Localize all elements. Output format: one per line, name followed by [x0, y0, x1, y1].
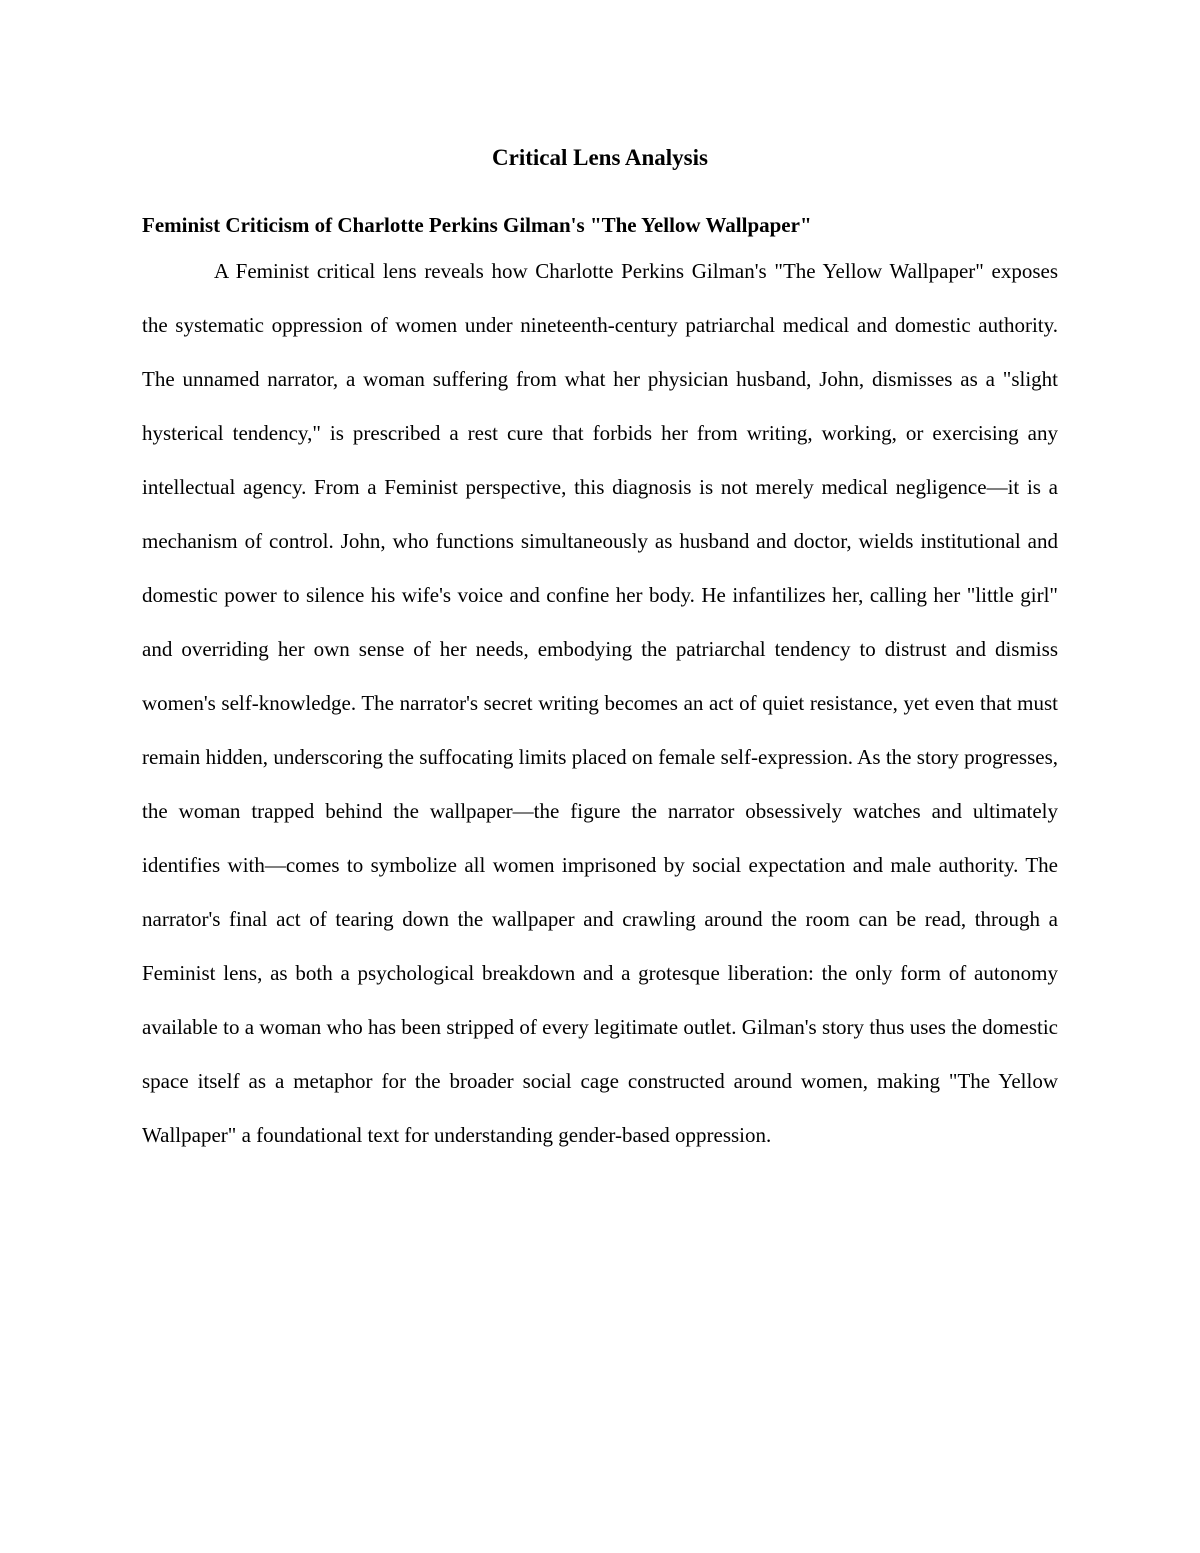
document-title: Critical Lens Analysis [492, 145, 708, 170]
section-heading: Feminist Criticism of Charlotte Perkins Gilman's "The Yellow Wallpaper" [142, 213, 812, 237]
body-paragraph: A Feminist critical lens reveals how Charlotte Perkins Gilman's "The Yellow Wallpaper" exposes the systematic oppression of women under nineteenth-century patriarchal medical and domestic authority. The unnamed narrator, a woman suffering from what her physician husband, John, dismisses as a "slight hysterical tendency," is prescribed a rest cure that forbids her from writing, working, or exercising any intellectual agency. From a Feminist perspective, this diagnosis is not merely medical negligence—it is a mechanism of control. John, who functions simultaneously as husband and doctor, wields institutional and domestic power to silence his wife's voice and confine her body. He infantilizes her, calling her "little girl" and overriding her own sense of her needs, embodying the patriarchal tendency to distrust and dismiss women's self-knowledge. The narrator's secret writing becomes an act of quiet resistance, yet even that must remain hidden, underscoring the suffocating limits placed on female self-expression. As the story progresses, the woman trapped behind the wallpaper—the figure the narrator obsessively watches and ultimately identifies with—comes to symbolize all women imprisoned by social expectation and male authority. The narrator's final act of tearing down the wallpaper and crawling around the room can be read, through a Feminist lens, as both a psychological breakdown and a grotesque liberation: the only form of autonomy available to a woman who has been stripped of every legitimate outlet. Gilman's story thus uses the domestic space itself as a metaphor for the broader social cage constructed around women, making "The Yellow Wallpaper" a foundational text for understanding gender-based oppression. [142, 259, 1058, 1147]
